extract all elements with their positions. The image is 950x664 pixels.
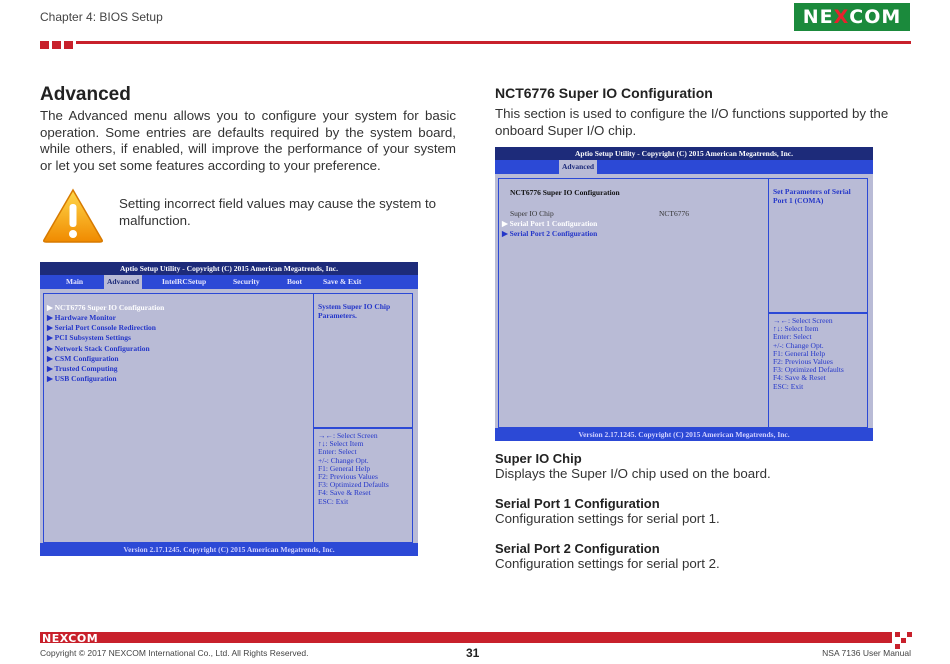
- red-square-decor: [64, 41, 73, 49]
- bios-menu-advanced[interactable]: Advanced: [104, 275, 142, 289]
- red-square-decor: [895, 632, 900, 637]
- bios-screen-advanced: [40, 262, 418, 556]
- warning-icon: [42, 188, 104, 244]
- super-io-chip-text: Displays the Super I/O chip used on the board.: [495, 466, 771, 481]
- bios-item-trusted-computing[interactable]: ▶ Trusted Computing: [47, 364, 118, 373]
- bios-item-network-stack[interactable]: ▶ Network Stack Configuration: [47, 344, 150, 353]
- bios-page-heading: NCT6776 Super IO Configuration: [510, 188, 620, 197]
- serial-port-1-text: Configuration settings for serial port 1.: [495, 511, 720, 526]
- nct-section-title: NCT6776 Super IO Configuration: [495, 85, 713, 101]
- bios-title-bar: Aptio Setup Utility - Copyright (C) 2015 American Megatrends, Inc.: [40, 262, 418, 275]
- bios-menu-save-exit[interactable]: Save & Exit: [323, 277, 362, 286]
- bios-menu-security[interactable]: Security: [233, 277, 260, 286]
- bios-item-serial-port-2[interactable]: ▶ Serial Port 2 Configuration: [502, 229, 598, 238]
- section-title: Advanced: [40, 84, 131, 105]
- bios-item-serial-console[interactable]: ▶ Serial Port Console Redirection: [47, 323, 156, 332]
- bios-help-text: System Super IO Chip Parameters.: [318, 302, 391, 320]
- footer-copyright: Copyright © 2017 NEXCOM International Co., Ltd. All Rights Reserved.: [40, 648, 309, 658]
- bios-menu-boot[interactable]: Boot: [287, 277, 302, 286]
- bios-menu-intelrcsetup[interactable]: IntelRCSetup: [162, 277, 207, 286]
- nct-intro: This section is used to configure the I/O functions supported by the onboard Super I/O chip.: [495, 106, 889, 138]
- red-square-decor: [901, 638, 906, 643]
- bios-menu-main[interactable]: Main: [66, 277, 84, 286]
- bios-version-bar: Version 2.17.1245. Copyright (C) 2015 American Megatrends, Inc.: [495, 428, 873, 441]
- super-io-chip-title: Super IO Chip: [495, 451, 582, 466]
- bios-screen-nct6776: [495, 147, 873, 441]
- chapter-title: Chapter 4: BIOS Setup: [40, 10, 163, 24]
- page-number: 31: [466, 646, 480, 660]
- bios-version-bar: Version 2.17.1245. Copyright (C) 2015 American Megatrends, Inc.: [40, 543, 418, 556]
- bios-chip-label: Super IO Chip: [510, 209, 554, 218]
- bios-menu-advanced[interactable]: Advanced: [559, 160, 597, 174]
- bios-key-legend: →←: Select Screen ↑↓: Select Item Enter: Select +/-: Change Opt. F1: General Help F2: Previous Values F3: Optimized Defaults F4: Save & Reset ESC: Exit: [318, 431, 389, 506]
- manual-name: NSA 7136 User Manual: [822, 648, 911, 658]
- red-square-decor: [40, 41, 49, 49]
- bios-menu-bar: [40, 275, 418, 289]
- warning-text: Setting incorrect field values may cause the system to malfunction.: [119, 196, 437, 228]
- bios-item-usb[interactable]: ▶ USB Configuration: [47, 374, 117, 383]
- bios-item-serial-port-1[interactable]: ▶ Serial Port 1 Configuration: [502, 219, 598, 228]
- bios-menu-bar: [495, 160, 873, 174]
- nexcom-logo: NE X COM: [794, 3, 910, 31]
- bios-item-hardware-monitor[interactable]: ▶ Hardware Monitor: [47, 313, 116, 322]
- bios-item-pci-subsystem[interactable]: ▶ PCI Subsystem Settings: [47, 333, 131, 342]
- red-square-decor: [907, 632, 912, 637]
- bios-chip-value: NCT6776: [659, 209, 689, 218]
- serial-port-2-text: Configuration settings for serial port 2.: [495, 556, 720, 571]
- bios-item-nct6776[interactable]: ▶ NCT6776 Super IO Configuration: [47, 303, 165, 312]
- serial-port-1-title: Serial Port 1 Configuration: [495, 496, 660, 511]
- bios-title-bar: Aptio Setup Utility - Copyright (C) 2015 American Megatrends, Inc.: [495, 147, 873, 160]
- serial-port-2-title: Serial Port 2 Configuration: [495, 541, 660, 556]
- advanced-intro: The Advanced menu allows you to configure your system for basic operation. Some entries are defaults required by the system board, while others, if enabled, will improve the performance of your system or let you set some features according to your preference.: [40, 108, 456, 173]
- header-rule: [76, 41, 911, 44]
- footer-logo: NEXCOM: [42, 632, 99, 645]
- footer-rule: [40, 632, 892, 643]
- bios-help-text: Set Parameters of Serial Port 1 (COMA): [773, 187, 851, 205]
- bios-key-legend: →←: Select Screen ↑↓: Select Item Enter: Select +/-: Change Opt. F1: General Help F2: Previous Values F3: Optimized Defaults F4: Save & Reset ESC: Exit: [773, 316, 844, 391]
- red-square-decor: [52, 41, 61, 49]
- bios-item-csm[interactable]: ▶ CSM Configuration: [47, 354, 119, 363]
